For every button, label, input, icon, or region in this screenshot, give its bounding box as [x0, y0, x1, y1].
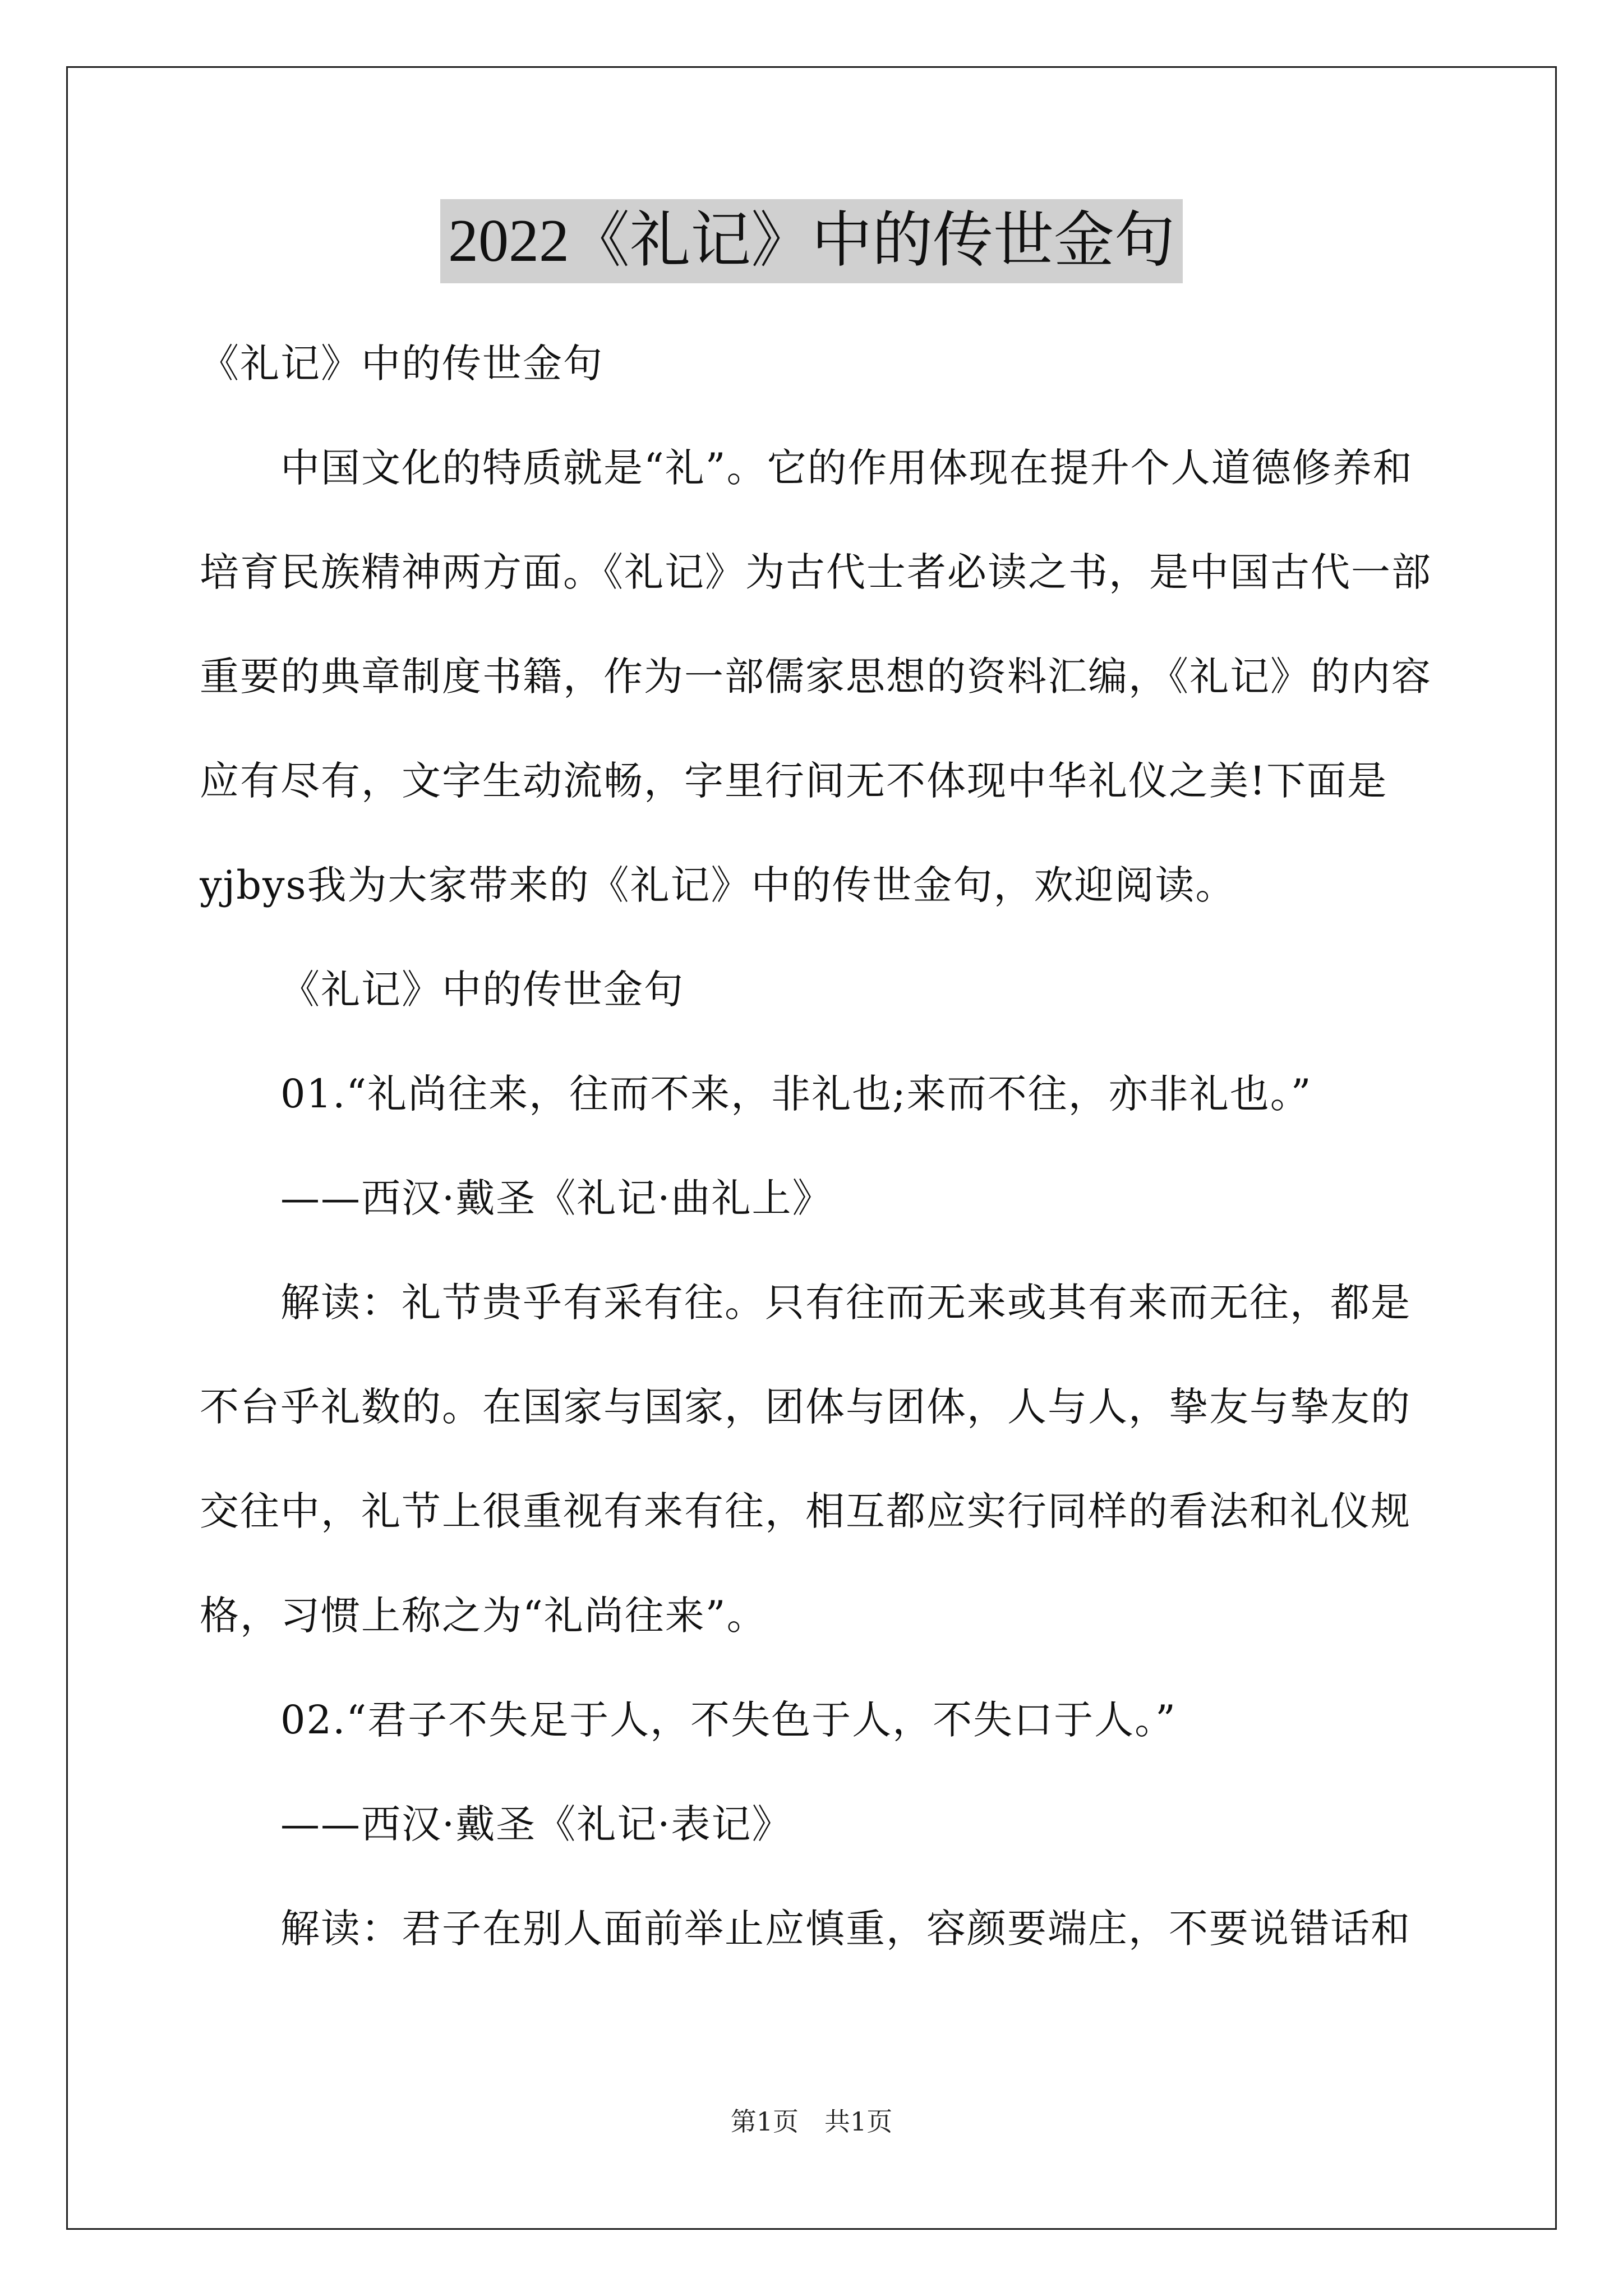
- text-line: 《礼记》中的传世金句: [280, 967, 684, 1013]
- text-line: ——西汉·戴圣《礼记·曲礼上》: [280, 1175, 833, 1221]
- document-title: 2022《礼记》中的传世金句: [440, 199, 1183, 283]
- text-line: 中国文化的特质就是“礼”。它的作用体现在提升个人道德修养和: [280, 445, 1413, 491]
- text-line: 格，习惯上称之为“礼尚往来”。: [200, 1593, 767, 1639]
- text-line: ——西汉·戴圣《礼记·表记》: [280, 1801, 792, 1847]
- title-container: [0, 199, 1623, 283]
- text-line: 不台乎礼数的。在国家与国家，团体与团体，人与人，挚友与挚友的: [200, 1384, 1411, 1430]
- text-line: 解读：君子在别人面前举止应慎重，容颜要端庄，不要说错话和: [280, 1906, 1411, 1952]
- text-line: 应有尽有，文字生动流畅，字里行间无不体现中华礼仪之美!下面是: [200, 758, 1388, 804]
- text-line: 重要的典章制度书籍，作为一部儒家思想的资料汇编，《礼记》的内容: [200, 654, 1432, 700]
- text-line: 解读：礼节贵乎有采有往。只有往而无来或其有来而无往，都是: [280, 1280, 1411, 1326]
- text-line: 01.“礼尚往来，往而不来，非礼也;来而不往，亦非礼也。”: [280, 1071, 1312, 1117]
- text-line: 02.“君子不失足于人，不失色于人，不失口于人。”: [280, 1697, 1177, 1743]
- text-line: 交往中，礼节上很重视有来有往，相互都应实行同样的看法和礼仪规: [200, 1488, 1411, 1534]
- page-footer: 第1页 共1页: [730, 2106, 893, 2137]
- text-line: yjbys我为大家带来的《礼记》中的传世金句，欢迎阅读。: [200, 862, 1236, 908]
- text-line: 培育民族精神两方面。《礼记》为古代士者必读之书，是中国古代一部: [200, 549, 1432, 595]
- text-line: 《礼记》中的传世金句: [200, 341, 603, 386]
- document-body: [200, 311, 1433, 1981]
